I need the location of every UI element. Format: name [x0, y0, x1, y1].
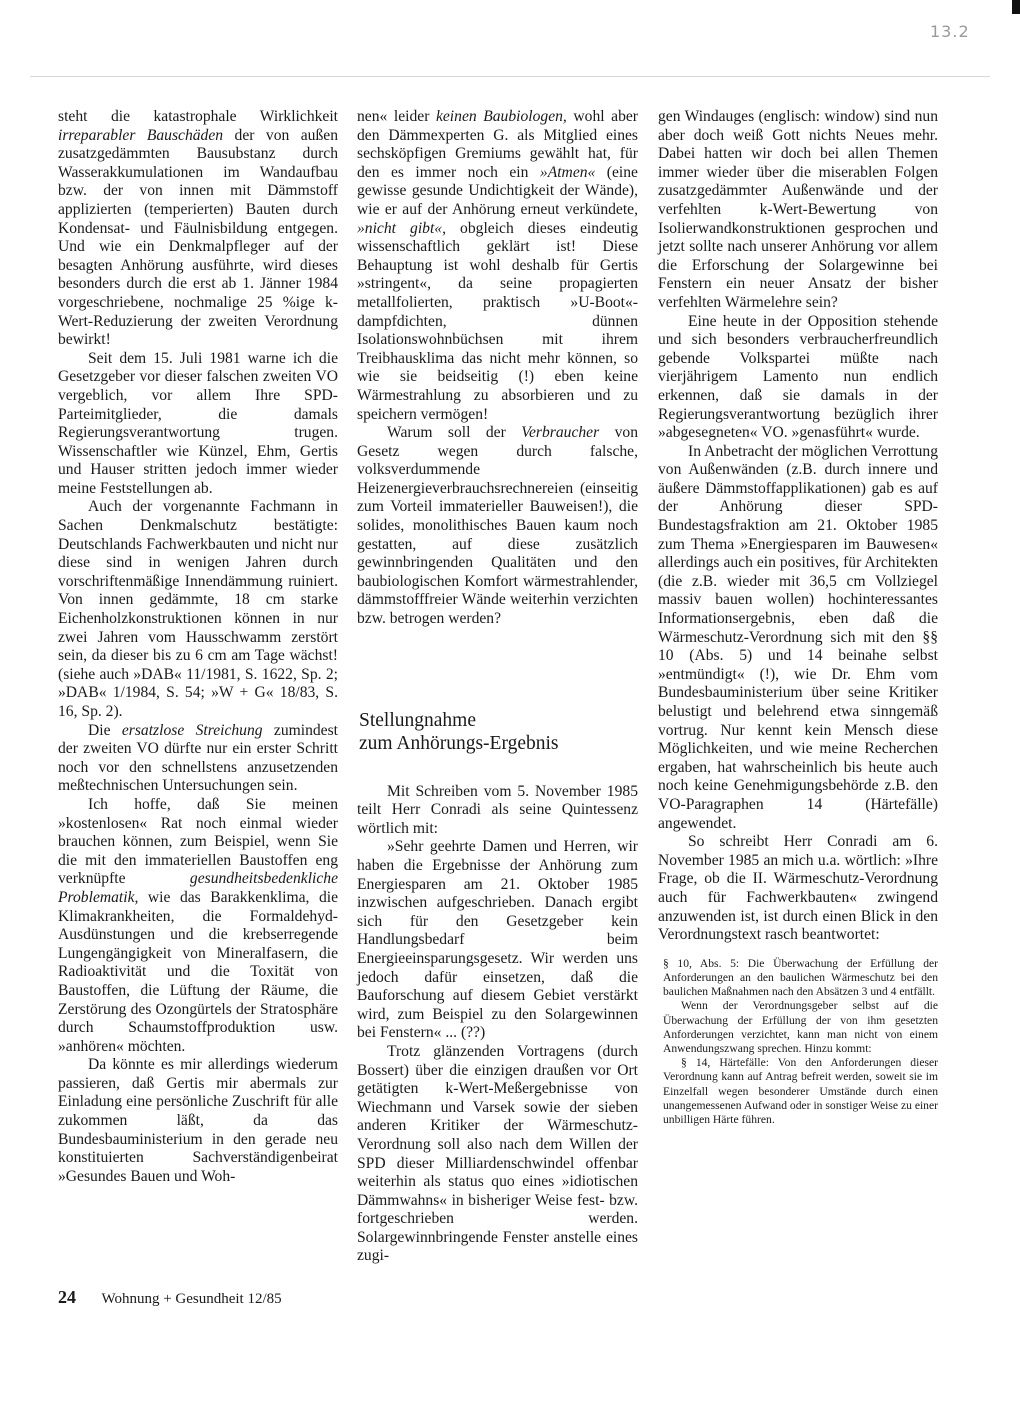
page-number: 24	[58, 1287, 76, 1307]
italic-text: irreparabler Bauschäden	[58, 126, 224, 144]
paragraph	[58, 1056, 338, 1186]
text-run: »Sehr geehrte Damen und Herren, wir haben die Ergebnisse der Anhörung zum Energiesparen am 21. Oktober 1985 inzwischen aufgeschrieben. Danach ergibt sich für den Gesetzgeber kein Handlungsbedarf beim Energieeinsparungsgesetz. Wir werden uns jedoch dafür einsetzen, daß die Bauforschung auf diesem Gebiet verstärkt wird, zum Beispiel zu den Solargewinnen bei Fenstern« ... (??)	[357, 838, 638, 1042]
text-run: zumindest der zweiten VO dürfte nur ein erster Schritt noch vor den schnellstens anzusetzenden meßtechnischen Untersuchungen sein.	[58, 721, 338, 795]
column-2	[357, 108, 638, 1266]
text-run: Seit dem 15. Juli 1981 warne ich die Gesetzgeber vor dieser falschen zweiten VO vergeblich, vor allem Ihre SPD-Parteimitglieder, die damals Regierungsverantwortung trugen. Wissenschaftler wie Künzel, Ehm, Gertis und Hauser stritten jedoch immer wieder meine Feststellungen ab.	[58, 349, 338, 497]
paragraph	[58, 498, 338, 721]
paragraph	[663, 999, 938, 1056]
paragraph	[357, 783, 638, 839]
paragraph	[58, 722, 338, 796]
column-3-text	[658, 108, 938, 945]
text-run: Da könnte es mir allerdings wiederum passieren, daß Gertis mir abermals zur Einladung eine persönliche Zuschrift für alle zukommen läßt, da das Bundesbauministerium in den gerade neu konstituierten Sachverständigenbeirat »Gesundes Bauen und Woh-	[58, 1056, 338, 1185]
text-run: Eine heute in der Opposition stehende und sich besonders verbraucherfreundlich gebende Volkspartei müßte nach vierjährigem Lamento nun endlich erkennen, daß sie damals in der Regierungsverantwortung bezüglich ihrer »abgesegneten« VO. »genasführt« wurde.	[658, 312, 938, 442]
paragraph	[58, 350, 338, 499]
magazine-title: Wohnung + Gesundheit 12/85	[101, 1291, 282, 1307]
text-run: Warum soll der	[387, 424, 522, 442]
page-footer	[58, 1287, 282, 1308]
handwritten-note: 13.2	[930, 22, 970, 41]
text-run: Mit Schreiben vom 5. November 1985 teilt Herr Conradi als seine Quintessenz wörtlich mit:	[357, 782, 638, 837]
page-top-rule	[30, 76, 990, 77]
heading-line-1: Stellungnahme	[359, 709, 476, 731]
paragraph	[658, 108, 938, 313]
legal-quote	[663, 957, 938, 1127]
paragraph	[658, 443, 938, 833]
text-run: Auch der vorgenannte Fachmann in Sachen Denkmalschutz bestätigte: Deutschlands Fachwerkbauten und nicht nur diese sind in wenigen Jahren durch vorschriftenmäßige Innendämmung ruiniert. Von innen gedämmte, 18 cm starke Eichenholzkonstruktionen können in nur zwei Jahren vom Hausschwamm zerstört sein, da dieser bis zu 6 cm am Tage wächst! (siehe auch »DAB« 11/1981, S. 1622, Sp. 2; »DAB« 1/1984, S. 54; »W + G« 18/83, S. 16, Sp. 2).	[58, 498, 338, 720]
paragraph	[357, 1043, 638, 1266]
text-run: nen« leider	[357, 108, 436, 125]
text-run: wohl aber den Dämmexperten G. als Mitglied eines sechsköpfigen Gremiums gewählt hat, für den es immer noch ein	[357, 108, 638, 181]
text-run: (eine gewisse gesunde Undichtigkeit der Wände), wie er auf der Anhörung erneut verkündete,	[357, 163, 638, 218]
heading-line-2: zum Anhörungs-Ergebnis	[359, 732, 559, 754]
text-run: wie das Barakkenklima, die Klimakrankheiten, die Formaldehyd-Ausdünstungen und die krebserregende Lungengängigkeit von Mineralfasern, die Radioaktivität und die Toxität von Baustoffen, die Lüftung der Räume, die Zerstörung des Ozongürtels der Stratosphäre durch Schaumstoffproduktion usw. »anhören« möchten.	[58, 888, 338, 1055]
column-2-top-text	[357, 108, 638, 629]
text-run: gen Windauges (englisch: window) sind nun aber doch weiß Gott nichts Neues mehr. Dabei hatten wir doch bei allen Themen immer wieder über die miserablen Folgen zusatzgedämmter Außenwände und der verfehlten k-Wert-Bewertung von Isolierwandkonstruktionen gesprochen und jetzt sollte nach unserer Anhörung vor allem die Erforschung der Solargewinne bei Fenstern ein neuer Ansatz der bisher verfehlten Wärmelehre sein?	[658, 108, 938, 311]
text-run: § 10, Abs. 5: Die Überwachung der Erfüllung der Anforderungen an den baulichen Wärmeschutz bei den baulichen Maßnahmen nach den Absätzen 3 und 4 entfällt.	[663, 956, 938, 999]
italic-text: gesundheitsbedenkliche Problematik,	[58, 870, 338, 906]
paragraph	[58, 108, 338, 350]
text-run: Wenn der Verordnungsgeber selbst auf die Überwachung der Erfüllung der von ihm gesetzten Anforderungen verzichtet, kann man nicht von einem Anwendungszwang sprechen. Hinzu kommt:	[663, 999, 938, 1055]
column-1	[58, 108, 338, 1186]
paragraph	[663, 1056, 938, 1127]
paragraph	[658, 833, 938, 945]
italic-text: Verbraucher	[521, 424, 600, 442]
text-run: der von außen zusatzgedämmten Bausubstanz durch Wasserakkumulationen im Wandaufbau bzw. der von innen mit Dämmstoff applizierten (temperierten) Bauten durch Kondensat- und Fäulnisbildung entgegen. Und wie ein Denkmalpfleger auf der besagten Anhörung ausführte, wird dieses besonders durch die erst ab 1. Jänner 1984 vorgeschriebene, nochmalige 25 %ige k-Wert-Reduzierung der zweiten Verordnung bewirkt!	[58, 126, 338, 349]
text-run: So schreibt Herr Conradi am 6. November 1985 an mich u.a. wörtlich: »Ihre Frage, ob die II. Wärmeschutz-Verordnung auch für Fachwerkbauten« zwingend anzuwenden ist, ist durch einen Blick in den Verordnungstext rasch beantwortet:	[658, 833, 938, 944]
paragraph	[357, 838, 638, 1043]
text-run: Die	[88, 721, 122, 739]
column-2-bottom-text	[357, 783, 638, 1266]
text-run: Ich hoffe, daß Sie meinen »kostenlosen« Rat noch einmal wieder brauchen können, zum Beispiel, wenn Sie die mit den immateriellen Baustoffen eng verknüpfte	[58, 795, 338, 888]
italic-text: »nicht gibt«,	[357, 219, 446, 237]
text-run: von Gesetz wegen durch falsche, volksverdummende Heizenergieverbrauchsrechnereien (einseitig zum Vorteil immaterieller Bauweisen!), die solides, monolithisches Bauen kaum noch gestatten, auf diese zusätzlich gewinnbringenden Qualitäten und den baubiologischen Komfort wärmestrahlender, dämmstofffreier Wände weiterhin verzichten bzw. betrogen werden?	[357, 424, 638, 628]
paragraph	[357, 424, 638, 629]
text-run: Trotz glänzenden Vortragens (durch Bossert) über die einzigen draußen vor Ort getätigten k-Wert-Meßergebnisse von Wiechmann und Varsek sowie der sieben anderen Kritiker der Wärmeschutz-Verordnung soll also nach dem Willen der SPD dieser Milliardenschwindel offenbar weiterhin als status quo eines »idiotischen Dämmwahns« in bisheriger Weise fest- bzw. fortgeschrieben werden. Solargewinnbringende Fenster anstelle eines zugi-	[357, 1042, 638, 1265]
paragraph	[58, 796, 338, 1056]
italic-text: ersatzlose Streichung	[121, 721, 263, 739]
italic-text: »Atmen«	[539, 163, 596, 181]
text-run: steht die katastrophale Wirklichkeit	[58, 108, 338, 125]
column-3	[658, 108, 938, 1127]
paragraph	[357, 108, 638, 424]
text-run: In Anbetracht der möglichen Verrottung von Außenwänden (z.B. durch innere und äußere Dämmstoffapplikationen) gab es auf der Anhörung dieser SPD-Bundestagsfraktion am 21. Oktober 1985 zum Thema »Energiesparen im Bauwesen« allerdings auch ein positives, für Architekten (die z.B. wieder mit 36,5 cm Vollziegel massiv bauen wollen) hochinteressantes Informationsergebnis, eben daß die Wärmeschutz-Verordnung sich mit den §§ 10 (Abs. 5) und 14 beinahe selbst »entmündigt« (!), wie Dr. Ehm vom Bundesbauministerium über seine Kritiker belustigt und belehrend etwa sinngemäß vortrug. Nur kennt kein Mensch diese Möglichkeiten, und wie meine Recherchen ergaben, hat wahrscheinlich bis heute auch noch keine Genehmigungsbehörde z.B. den VO-Paragraphen 14 (Härtefälle) angewendet.	[658, 442, 938, 832]
section-heading	[359, 709, 638, 755]
text-run: obgleich dieses eindeutig wissenschaftlich geklärt ist! Diese Behauptung ist wohl deshalb für Gertis »stringent«, da seine propagierten metallfolierten, praktisch »U-Boot«-dampfdichten, dünnen Isolationswohnbüchsen mit ihrem Treibhausklima das nicht mehr können, so wie sie beidseitig (!) eben keine Wärmestrahlung zu absorbieren und zu speichern vermögen!	[357, 219, 638, 423]
paragraph	[663, 957, 938, 1000]
scan-corner-mark	[1012, 0, 1020, 14]
paragraph	[658, 313, 938, 443]
text-run: § 14, Härtefälle: Von den Anforderungen dieser Verordnung kann auf Antrag befreit werden, soweit sie im Einzelfall wegen besonderer Umstände durch einen unangemessenen Aufwand oder in sonstiger Weise zu einer unbilligen Härte führen.	[663, 1056, 938, 1126]
italic-text: keinen Baubiologen,	[435, 108, 567, 125]
